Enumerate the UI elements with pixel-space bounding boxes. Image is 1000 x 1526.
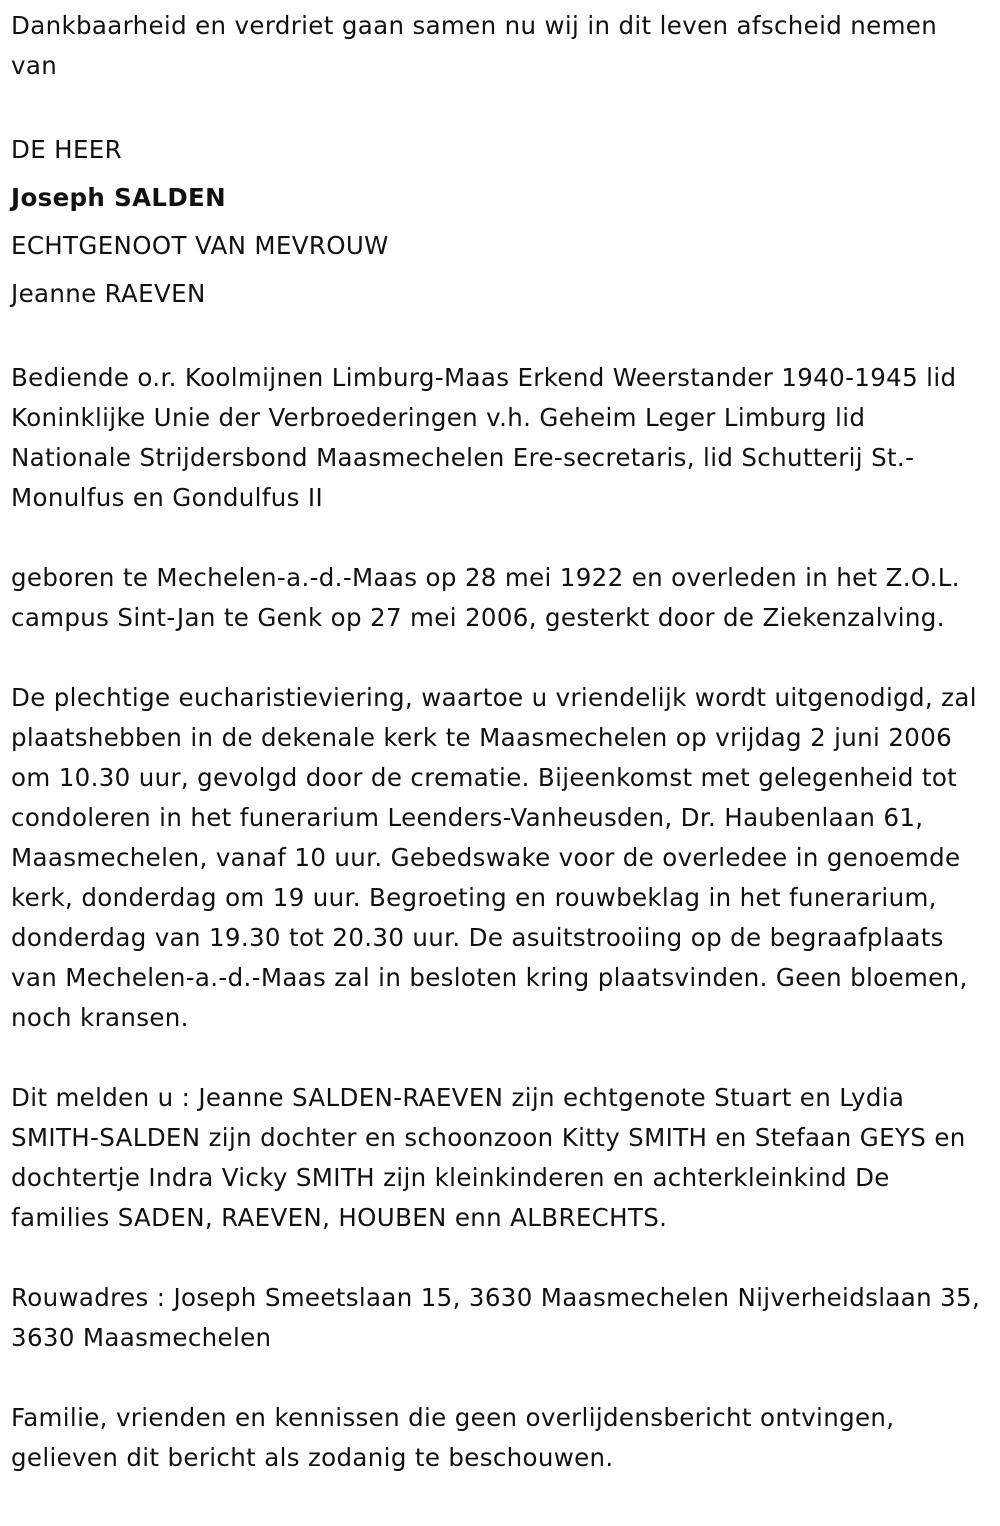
birth-death-paragraph: geboren te Mechelen-a.-d.-Maas op 28 mei 1922 en overleden in het Z.O.L. campus Sint-Jan te Genk op 27 mei 2006, gesterkt door de Ziekenzalving. xyxy=(11,563,960,632)
intro-paragraph: Dankbaarheid en verdriet gaan samen nu wij in dit leven afscheid nemen van xyxy=(11,11,938,80)
spacer xyxy=(11,1358,988,1398)
address-paragraph: Rouwadres : Joseph Smeetslaan 15, 3630 Maasmechelen Nijverheidslaan 35, 3630 Maasmechelen xyxy=(11,1283,981,1352)
spacer xyxy=(11,638,988,678)
spacer xyxy=(11,86,988,126)
ceremony-paragraph: De plechtige eucharistieviering, waartoe u vriendelijk wordt uitgenodigd, zal plaatshebben in de dekenale kerk te Maasmechelen op vrijdag 2 juni 2006 om 10.30 uur, gevolgd door de crematie. Bijeenkomst met gelegenheid tot condoleren in het funerarium Leenders-Vanheusden, Dr. Haubenlaan 61, Maasmechelen, vanaf 10 uur. Gebedswake voor de overledee in genoemde kerk, donderdag om 19 uur. Begroeting en rouwbeklag in het funerarium, donderdag van 19.30 tot 20.30 uur. De asuitstrooiing op de begraafplaats van Mechelen-a.-d.-Maas zal in besloten kring plaatsvinden. Geen bloemen, noch kransen. xyxy=(11,683,977,1032)
closing-paragraph: Familie, vrienden en kennissen die geen overlijdensbericht ontvingen, gelieven dit bericht als zodanig te beschouwen. xyxy=(11,1403,895,1472)
obituary-notice xyxy=(11,6,988,1478)
family-paragraph: Dit melden u : Jeanne SALDEN-RAEVEN zijn echtgenote Stuart en Lydia SMITH-SALDEN zijn dochter en schoonzoon Kitty SMITH en Stefaan GEYS en dochtertje Indra Vicky SMITH zijn kleinkinderen en achterkleinkind De families SADEN, RAEVEN, HOUBEN enn ALBRECHTS. xyxy=(11,1083,966,1232)
spacer xyxy=(11,318,988,358)
spacer xyxy=(11,518,988,558)
spouse-name: Jeanne RAEVEN xyxy=(11,279,206,308)
title-prefix: DE HEER xyxy=(11,135,122,164)
memberships-paragraph: Bediende o.r. Koolmijnen Limburg-Maas Erkend Weerstander 1940-1945 lid Koninklijke Unie der Verbroederingen v.h. Geheim Leger Limburg lid Nationale Strijdersbond Maasmechelen Ere-secretaris, lid Schutterij St.-Monulfus en Gondulfus II xyxy=(11,363,957,512)
spouse-label: ECHTGENOOT VAN MEVROUW xyxy=(11,231,389,260)
deceased-name: Joseph SALDEN xyxy=(11,183,227,212)
spacer xyxy=(11,1038,988,1078)
spacer xyxy=(11,1238,988,1278)
